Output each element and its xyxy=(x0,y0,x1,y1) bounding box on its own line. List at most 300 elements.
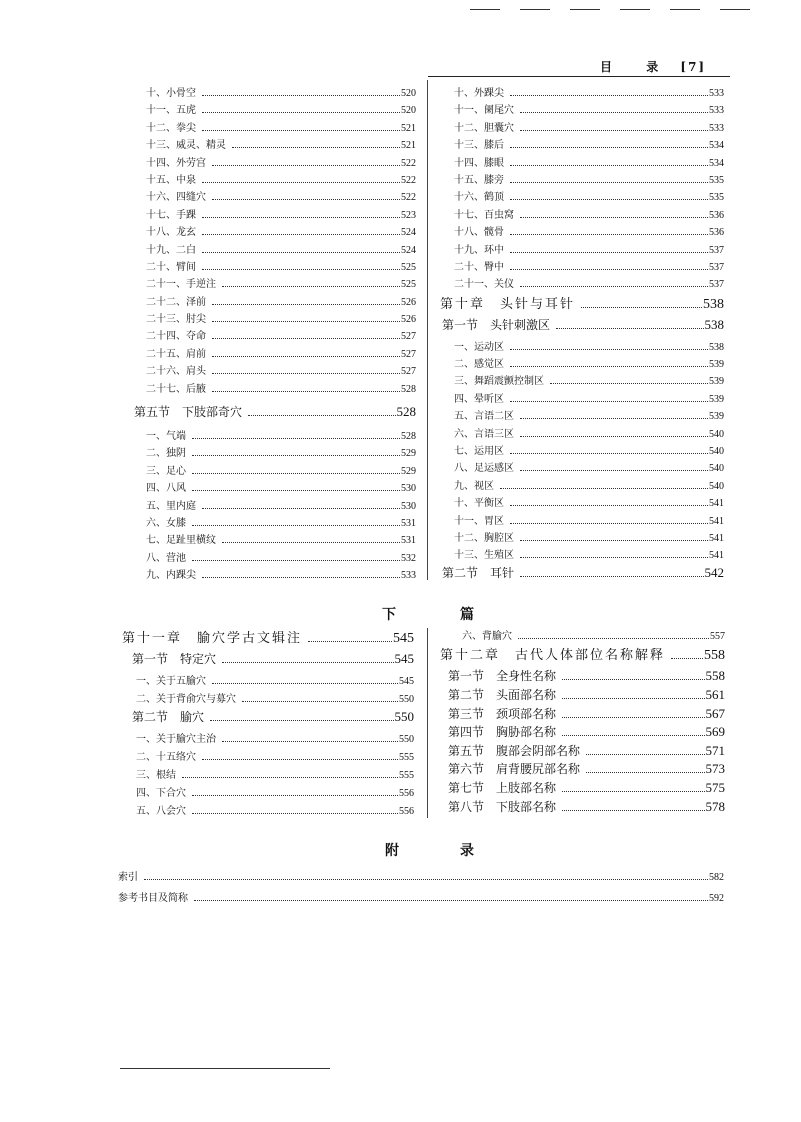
dot-leader xyxy=(202,217,400,218)
toc-entry xyxy=(132,206,416,223)
toc-entry xyxy=(132,479,416,496)
toc-entry xyxy=(122,730,414,748)
toc-entry xyxy=(440,442,724,459)
toc-entry-page: 541 xyxy=(709,498,724,510)
toc-entry-page: 575 xyxy=(705,779,725,795)
dot-leader xyxy=(510,269,708,270)
dot-leader xyxy=(510,95,708,96)
toc-entry-page: 524 xyxy=(401,227,416,239)
dot-leader xyxy=(212,199,400,200)
toc-entry-title: 七、运用区 xyxy=(454,446,504,458)
toc-entry-page: 526 xyxy=(401,314,416,326)
toc-entry-title: 一、运动区 xyxy=(454,341,504,353)
toc-entry-page: 522 xyxy=(401,192,416,204)
toc-entry xyxy=(132,566,416,583)
toc-entry-page: 529 xyxy=(401,448,416,460)
toc-entry-page: 567 xyxy=(705,705,725,721)
dot-leader xyxy=(194,900,708,901)
toc-entry-page: 537 xyxy=(709,244,724,256)
toc-entry xyxy=(440,512,724,529)
toc-entry-page: 592 xyxy=(709,893,724,904)
column-divider xyxy=(427,628,428,818)
scan-mark xyxy=(620,9,650,10)
toc-entry-title: 十八、龙玄 xyxy=(146,227,196,239)
toc-entry xyxy=(440,316,724,338)
toc-entry-page: 522 xyxy=(401,174,416,186)
dot-leader xyxy=(586,754,704,755)
toc-entry-title: 二、十五络穴 xyxy=(136,752,196,763)
toc-entry-title: 十五、膝旁 xyxy=(454,174,504,186)
toc-entry xyxy=(440,407,724,424)
toc-entry-title: 二十一、手逆注 xyxy=(146,279,216,291)
toc-entry-page: 557 xyxy=(710,631,725,642)
toc-entry-title: 十九、二白 xyxy=(146,244,196,256)
dot-leader xyxy=(202,269,400,270)
scan-mark xyxy=(470,9,500,10)
toc-entry-title: 十、外踝尖 xyxy=(454,88,504,99)
toc-entry-title: 索引 xyxy=(118,872,138,883)
dot-leader xyxy=(500,488,708,489)
toc-entry xyxy=(440,477,724,494)
toc-entry-page: 528 xyxy=(396,404,416,420)
toc-entry-page: 541 xyxy=(709,515,724,527)
toc-entry xyxy=(122,708,414,730)
scan-mark xyxy=(720,9,750,10)
toc-entry xyxy=(132,171,416,188)
toc-lower-left xyxy=(122,627,414,820)
toc-entry xyxy=(132,119,416,136)
toc-entry-title: 二十、臀中 xyxy=(454,261,504,273)
dot-leader xyxy=(222,741,398,742)
toc-entry xyxy=(440,338,724,355)
dot-leader xyxy=(212,391,400,392)
toc-entry xyxy=(440,564,724,586)
toc-entry-title: 二十七、后腋 xyxy=(146,383,206,395)
toc-entry-page: 520 xyxy=(401,88,416,99)
dot-leader xyxy=(520,470,708,471)
toc-entry xyxy=(118,889,724,910)
toc-entry-page: 529 xyxy=(401,465,416,477)
toc-entry-title: 第一节 头针刺激区 xyxy=(442,317,551,332)
toc-entry-page: 545 xyxy=(394,651,414,666)
toc-entry xyxy=(440,742,725,761)
toc-entry xyxy=(132,101,416,118)
toc-entry-page: 539 xyxy=(709,411,724,423)
dot-leader xyxy=(222,542,400,543)
toc-entry-title: 第二节 耳针 xyxy=(442,565,515,580)
toc-entry xyxy=(440,241,724,258)
toc-entry xyxy=(440,275,724,292)
dot-leader xyxy=(510,147,708,148)
toc-entry-page: 540 xyxy=(709,480,724,492)
toc-entry xyxy=(440,390,724,407)
dot-leader xyxy=(520,540,708,541)
toc-entry-title: 二十二、泽前 xyxy=(146,296,206,308)
toc-entry-page: 573 xyxy=(705,761,725,777)
toc-entry-title: 二十、臂间 xyxy=(146,261,196,273)
toc-entry-page: 525 xyxy=(401,261,416,273)
dot-leader xyxy=(202,577,400,578)
toc-entry xyxy=(132,188,416,205)
toc-entry-page: 542 xyxy=(704,564,724,580)
toc-entry xyxy=(440,686,725,705)
dot-leader xyxy=(510,523,708,524)
dot-leader xyxy=(520,418,708,419)
toc-entry-page: 558 xyxy=(704,648,725,664)
toc-entry xyxy=(122,650,414,672)
toc-entry-title: 六、言语三区 xyxy=(454,428,514,440)
dot-leader xyxy=(202,130,400,131)
toc-entry-page: 558 xyxy=(705,668,725,684)
toc-entry-title: 十五、中泉 xyxy=(146,174,196,186)
dot-leader xyxy=(192,455,400,456)
toc-entry-page: 541 xyxy=(709,532,724,544)
toc-entry-title: 二十五、肩前 xyxy=(146,348,206,360)
dot-leader xyxy=(510,252,708,253)
toc-entry-page: 530 xyxy=(401,500,416,512)
dot-leader xyxy=(202,508,400,509)
toc-entry xyxy=(440,355,724,372)
toc-entry-title: 五、言语二区 xyxy=(454,411,514,423)
dot-leader xyxy=(510,349,708,350)
toc-entry xyxy=(440,494,724,511)
dot-leader xyxy=(510,366,708,367)
column-divider xyxy=(427,80,428,580)
dot-leader xyxy=(144,879,708,880)
dot-leader xyxy=(562,810,704,811)
toc-entry xyxy=(440,206,724,223)
dot-leader xyxy=(248,415,395,416)
toc-entry xyxy=(118,868,724,889)
toc-entry-page: 535 xyxy=(709,192,724,204)
dot-leader xyxy=(562,791,704,792)
dot-leader xyxy=(510,199,708,200)
toc-entry-page: 528 xyxy=(401,383,416,395)
dot-leader xyxy=(520,557,708,558)
toc-entry-page: 569 xyxy=(705,724,725,740)
dot-leader xyxy=(520,112,708,113)
toc-entry-title: 十七、百虫窝 xyxy=(454,209,514,221)
dot-leader xyxy=(308,641,392,642)
toc-entry-page: 545 xyxy=(393,631,414,646)
toc-entry xyxy=(440,293,724,316)
toc-entry-page: 545 xyxy=(399,676,414,687)
toc-entry-title: 第一节 特定穴 xyxy=(132,652,217,666)
dot-leader xyxy=(192,525,400,526)
toc-entry-title: 十二、胸腔区 xyxy=(454,532,514,544)
toc-entry xyxy=(132,427,416,444)
toc-entry-page: 527 xyxy=(401,366,416,378)
toc-entry xyxy=(440,546,724,563)
dot-leader xyxy=(222,662,393,663)
toc-entry xyxy=(440,798,725,817)
toc-entry xyxy=(440,529,724,546)
dot-leader xyxy=(212,356,400,357)
toc-entry-title: 三、舞蹈震颤控制区 xyxy=(454,376,544,388)
scan-mark xyxy=(520,9,550,10)
dot-leader xyxy=(212,321,400,322)
appendix-title-a: 附 xyxy=(385,843,399,859)
toc-entry xyxy=(440,136,724,153)
toc-entry-title: 十、小骨空 xyxy=(146,88,196,99)
toc-entry-title: 十九、环中 xyxy=(454,244,504,256)
dot-leader xyxy=(510,165,708,166)
toc-entry xyxy=(132,497,416,514)
dot-leader xyxy=(562,679,704,680)
toc-entry-title: 十六、鹤顶 xyxy=(454,192,504,204)
dot-leader xyxy=(520,576,703,577)
toc-entry xyxy=(440,372,724,389)
toc-entry xyxy=(132,310,416,327)
toc-entry xyxy=(132,531,416,548)
toc-entry xyxy=(132,241,416,258)
toc-entry-title: 二十三、肘尖 xyxy=(146,314,206,326)
header-title-b: 录 xyxy=(646,60,661,74)
toc-entry-page: 531 xyxy=(401,535,416,547)
footer-rule xyxy=(120,1068,330,1069)
toc-entry-title: 八、足运感区 xyxy=(454,463,514,475)
dot-leader xyxy=(212,304,400,305)
dot-leader xyxy=(581,307,702,308)
toc-entry xyxy=(132,136,416,153)
toc-entry-page: 522 xyxy=(401,157,416,169)
toc-entry-page: 539 xyxy=(709,393,724,405)
toc-entry xyxy=(440,223,724,240)
toc-entry-title: 十三、生殖区 xyxy=(454,550,514,562)
toc-entry-title: 二十一、关仪 xyxy=(454,279,514,291)
toc-entry-title: 三、足心 xyxy=(146,465,186,477)
toc-entry-title: 十三、威灵、精灵 xyxy=(146,140,226,152)
dot-leader xyxy=(562,717,704,718)
dot-leader xyxy=(586,772,704,773)
toc-entry-page: 534 xyxy=(709,140,724,152)
toc-entry-title: 第十章 头针与耳针 xyxy=(440,296,576,312)
toc-entry-title: 一、关于五腧穴 xyxy=(136,676,206,687)
toc-entry-page: 525 xyxy=(401,279,416,291)
toc-entry-page: 532 xyxy=(401,552,416,564)
dot-leader xyxy=(192,560,400,561)
toc-entry xyxy=(440,705,725,724)
toc-entry-title: 十六、四缝穴 xyxy=(146,192,206,204)
toc-entry-page: 536 xyxy=(709,227,724,239)
toc-entry-title: 十八、髋骨 xyxy=(454,227,504,239)
toc-entry-page: 537 xyxy=(709,261,724,273)
toc-entry-title: 二十六、肩头 xyxy=(146,366,206,378)
toc-entry-page: 538 xyxy=(709,341,724,353)
toc-entry-page: 541 xyxy=(709,550,724,562)
toc-entry-page: 531 xyxy=(401,517,416,529)
dot-leader xyxy=(212,165,400,166)
toc-entry-page: 536 xyxy=(709,209,724,221)
toc-entry xyxy=(440,84,724,101)
toc-entry-title: 十三、膝后 xyxy=(454,140,504,152)
toc-entry-page: 528 xyxy=(401,431,416,443)
scan-mark xyxy=(570,9,600,10)
toc-entry-title: 四、八风 xyxy=(146,483,186,495)
dot-leader xyxy=(671,658,703,659)
toc-entry-page: 540 xyxy=(709,446,724,458)
toc-entry-title: 二、独阴 xyxy=(146,448,186,460)
toc-entry-title: 十七、手踝 xyxy=(146,209,196,221)
dot-leader xyxy=(192,795,398,796)
toc-entry xyxy=(440,101,724,118)
toc-entry-page: 527 xyxy=(401,331,416,343)
toc-entry-title: 十一、阑尾穴 xyxy=(454,105,514,117)
toc-entry-page: 555 xyxy=(399,752,414,763)
toc-entry xyxy=(440,627,725,644)
toc-upper-right xyxy=(440,84,724,586)
toc-entry xyxy=(132,444,416,461)
toc-entry-page: 578 xyxy=(705,798,725,814)
toc-entry-page: 550 xyxy=(399,694,414,705)
toc-entry-title: 九、内踝尖 xyxy=(146,570,196,582)
toc-entry-page: 539 xyxy=(709,359,724,371)
toc-entry-title: 二十四、夺命 xyxy=(146,331,206,343)
toc-entry-title: 七、足趾里横纹 xyxy=(146,535,216,547)
toc-entry-title: 第二节 头面部名称 xyxy=(448,687,557,702)
toc-entry xyxy=(122,784,414,802)
dot-leader xyxy=(556,328,703,329)
appendix-title-b: 录 xyxy=(460,843,474,859)
header-rule xyxy=(428,76,730,77)
toc-entry xyxy=(122,802,414,820)
dot-leader xyxy=(192,473,400,474)
dot-leader xyxy=(212,683,398,684)
dot-leader xyxy=(510,401,708,402)
toc-entry xyxy=(440,644,725,667)
toc-entry xyxy=(132,514,416,531)
dot-leader xyxy=(182,777,398,778)
toc-entry xyxy=(132,258,416,275)
toc-entry xyxy=(440,425,724,442)
part-title-a: 下 xyxy=(382,607,396,623)
toc-entry xyxy=(132,549,416,566)
dot-leader xyxy=(210,720,393,721)
toc-entry-page: 533 xyxy=(709,88,724,99)
dot-leader xyxy=(510,234,708,235)
toc-entry-title: 第八节 下肢部名称 xyxy=(448,799,557,814)
toc-entry-page: 535 xyxy=(709,174,724,186)
toc-entry-title: 十二、胆囊穴 xyxy=(454,122,514,134)
toc-entry-page: 524 xyxy=(401,244,416,256)
toc-entry-title: 第五节 腹部会阴部名称 xyxy=(448,743,581,758)
dot-leader xyxy=(520,286,708,287)
dot-leader xyxy=(192,813,398,814)
toc-entry xyxy=(440,760,725,779)
toc-entry-title: 六、女膝 xyxy=(146,517,186,529)
dot-leader xyxy=(520,130,708,131)
dot-leader xyxy=(510,182,708,183)
dot-leader xyxy=(202,234,400,235)
toc-entry xyxy=(440,258,724,275)
toc-entry-page: 526 xyxy=(401,296,416,308)
toc-entry-title: 五、八会穴 xyxy=(136,806,186,817)
toc-entry-page: 550 xyxy=(394,709,414,724)
toc-entry-page: 533 xyxy=(401,570,416,582)
toc-entry xyxy=(122,748,414,766)
dot-leader xyxy=(518,638,709,639)
toc-entry-page: 521 xyxy=(401,122,416,134)
toc-entry-title: 二、感觉区 xyxy=(454,359,504,371)
toc-entry xyxy=(132,275,416,292)
dot-leader xyxy=(520,436,708,437)
toc-entry xyxy=(132,345,416,362)
toc-entry xyxy=(132,293,416,310)
toc-entry-page: 555 xyxy=(399,770,414,781)
toc-upper-left xyxy=(132,84,416,584)
toc-entry xyxy=(132,403,416,427)
running-header xyxy=(600,58,706,75)
dot-leader xyxy=(242,701,398,702)
scan-mark xyxy=(670,9,700,10)
toc-entry xyxy=(440,779,725,798)
toc-entry-page: 539 xyxy=(709,376,724,388)
toc-entry-title: 一、气端 xyxy=(146,431,186,443)
toc-entry-title: 第三节 颈项部名称 xyxy=(448,706,557,721)
toc-entry xyxy=(440,188,724,205)
dot-leader xyxy=(510,453,708,454)
toc-entry xyxy=(132,327,416,344)
toc-entry xyxy=(132,223,416,240)
toc-entry xyxy=(440,667,725,686)
part-title-b: 篇 xyxy=(460,607,474,623)
toc-entry-title: 三、根结 xyxy=(136,770,176,781)
toc-lower-right xyxy=(440,627,725,816)
toc-entry-title: 十、平衡区 xyxy=(454,498,504,510)
toc-entry-page: 530 xyxy=(401,483,416,495)
dot-leader xyxy=(202,182,400,183)
toc-entry-page: 538 xyxy=(704,316,724,332)
toc-appendix xyxy=(118,868,724,910)
toc-entry-title: 第七节 上肢部名称 xyxy=(448,780,557,795)
toc-entry xyxy=(132,380,416,397)
toc-entry-title: 一、关于腧穴主治 xyxy=(136,734,216,745)
toc-entry-title: 第十二章 古代人体部位名称解释 xyxy=(440,648,666,664)
toc-entry-page: 538 xyxy=(703,296,724,312)
dot-leader xyxy=(232,147,400,148)
dot-leader xyxy=(562,735,704,736)
toc-entry-page: 556 xyxy=(399,788,414,799)
toc-entry-page: 537 xyxy=(709,279,724,291)
toc-entry-title: 十一、五虎 xyxy=(146,105,196,117)
dot-leader xyxy=(202,252,400,253)
dot-leader xyxy=(222,286,400,287)
dot-leader xyxy=(192,490,400,491)
toc-entry xyxy=(440,154,724,171)
toc-entry-page: 533 xyxy=(709,105,724,117)
toc-entry-page: 540 xyxy=(709,428,724,440)
toc-entry-title: 十四、外劳宫 xyxy=(146,157,206,169)
toc-entry-page: 556 xyxy=(399,806,414,817)
toc-entry-title: 第十一章 腧穴学古文辑注 xyxy=(122,631,303,646)
dot-leader xyxy=(562,698,704,699)
toc-entry xyxy=(440,119,724,136)
toc-entry-title: 五、里内庭 xyxy=(146,500,196,512)
dot-leader xyxy=(202,112,400,113)
toc-entry-page: 561 xyxy=(705,686,725,702)
toc-entry-page: 540 xyxy=(709,463,724,475)
toc-entry xyxy=(440,171,724,188)
toc-entry-title: 六、背腧穴 xyxy=(462,631,512,642)
header-title-a: 目 xyxy=(600,60,615,74)
toc-entry xyxy=(122,766,414,784)
toc-entry-title: 第四节 胸胁部名称 xyxy=(448,725,557,740)
toc-entry xyxy=(440,723,725,742)
dot-leader xyxy=(212,373,400,374)
dot-leader xyxy=(202,95,400,96)
toc-entry xyxy=(122,690,414,708)
toc-entry-page: 521 xyxy=(401,140,416,152)
